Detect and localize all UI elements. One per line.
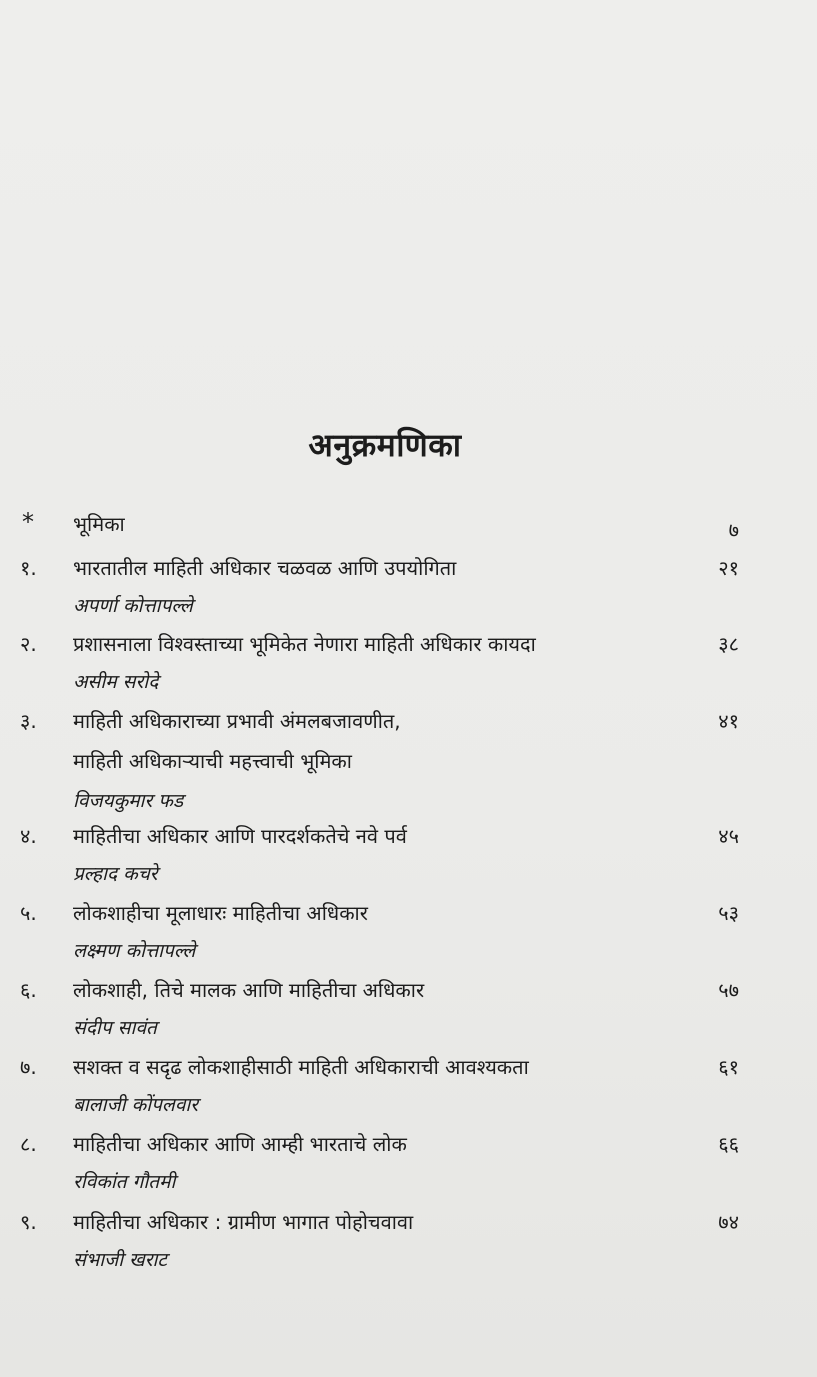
entry-number: ८. [20, 1132, 37, 1156]
entry-title: भूमिका [73, 512, 125, 536]
entry-page: ५३ [718, 901, 739, 925]
entry-author: विजयकुमार फड [73, 790, 184, 812]
entry-number: २. [20, 632, 37, 656]
entry-number: ४. [20, 824, 37, 848]
entry-title: लोकशाही, तिचे मालक आणि माहितीचा अधिकार [73, 978, 425, 1002]
entry-page: ४५ [718, 824, 739, 848]
entry-number: ५. [20, 901, 37, 925]
entry-author: असीम सरोदे [73, 671, 159, 693]
entry-author: संदीप सावंत [73, 1017, 157, 1039]
entry-title-continued: माहिती अधिकाऱ्याची महत्त्वाची भूमिका [73, 749, 352, 773]
entry-author: बालाजी कोंपलवार [73, 1094, 199, 1116]
entry-title: माहितीचा अधिकार आणि आम्ही भारताचे लोक [73, 1132, 407, 1156]
entry-title: माहिती अधिकाराच्या प्रभावी अंमलबजावणीत, [73, 709, 401, 733]
entry-author: अपर्णा कोत्तापल्ले [73, 595, 193, 617]
entry-page: २१ [718, 556, 739, 580]
entry-page: ४१ [718, 709, 739, 733]
entry-number: ७. [20, 1055, 37, 1079]
entry-author: रविकांत गौतमी [73, 1171, 176, 1193]
entry-number: ६. [20, 978, 37, 1002]
entry-title: भारतातील माहिती अधिकार चळवळ आणि उपयोगिता [73, 556, 457, 580]
entry-page: ७४ [718, 1210, 739, 1234]
entry-author: प्रल्हाद कचरे [73, 863, 158, 885]
entry-number: ९. [20, 1210, 37, 1234]
entry-number: * [22, 508, 34, 536]
page-title: अनुक्रमणिका [308, 426, 462, 464]
entry-page: ६१ [718, 1055, 739, 1079]
entry-page: ६६ [718, 1132, 739, 1156]
entry-title: सशक्त व सदृढ लोकशाहीसाठी माहिती अधिकाराची आवश्यकता [73, 1055, 529, 1079]
entry-title: प्रशासनाला विश्‍वस्ताच्या भूमिकेत नेणारा माहिती अधिकार कायदा [73, 632, 536, 656]
entry-title: माहितीचा अधिकार : ग्रामीण भागात पोहोचवावा [73, 1210, 414, 1234]
entry-author: संभाजी खराट [73, 1249, 167, 1271]
entry-author: लक्ष्मण कोत्तापल्ले [73, 940, 196, 962]
entry-number: ३. [20, 709, 37, 733]
entry-title: माहितीचा अधिकार आणि पारदर्शकतेचे नवे पर्व [73, 824, 407, 848]
entry-page: ५७ [718, 978, 739, 1002]
entry-page: ३८ [718, 632, 739, 656]
entry-page: ७ [728, 518, 739, 542]
entry-number: १. [20, 556, 37, 580]
entry-title: लोकशाहीचा मूलाधारः माहितीचा अधिकार [73, 901, 368, 925]
